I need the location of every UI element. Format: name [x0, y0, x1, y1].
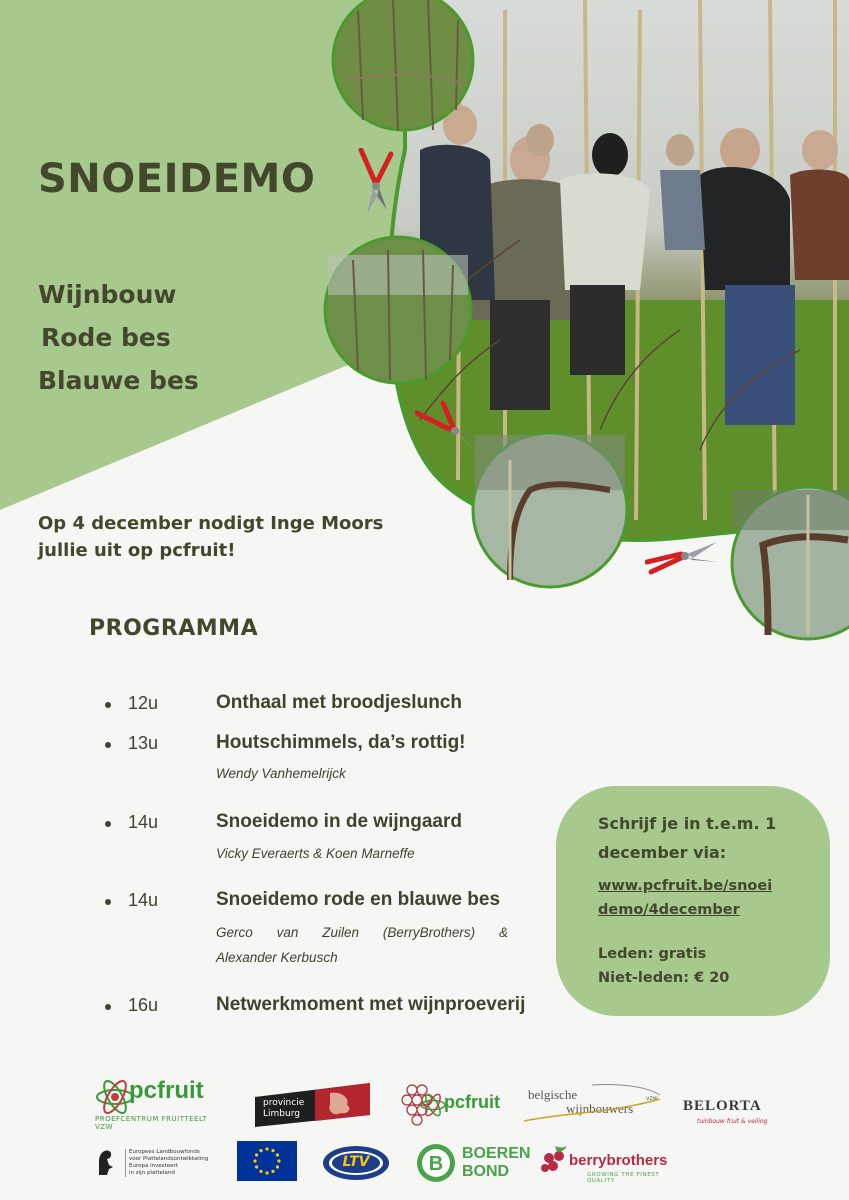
vine-photo-circle-4	[728, 485, 849, 645]
invitation-line-2: jullie uit op pcfruit!	[38, 540, 236, 561]
vine-photo-circle-1	[318, 0, 488, 140]
provincie-text-2: Limburg	[263, 1109, 300, 1119]
invitation-text	[38, 510, 458, 564]
belgische-wijnbouwers-logo	[522, 1083, 662, 1127]
program-time: 16u	[128, 995, 159, 1015]
belorta-subtitle: tuinbouw fruit & veiling	[697, 1118, 768, 1125]
programma-heading: PROGRAMMA	[89, 616, 259, 641]
boerenbond-b-icon	[416, 1143, 456, 1183]
pruning-shears-icon	[415, 395, 485, 460]
program-title: Netwerkmoment met wijnproeverij	[216, 994, 526, 1015]
ltv-wordmark: LTV	[342, 1154, 370, 1170]
bullet-icon	[105, 702, 111, 708]
program-title: Houtschimmels, da’s rottig!	[216, 732, 466, 753]
pcfruit-wordmark: pcfruit	[129, 1077, 204, 1104]
program-title: Onthaal met broodjeslunch	[216, 692, 462, 713]
program-time: 12u	[128, 693, 159, 713]
registration-link[interactable]: www.pcfruit.be/snoei	[598, 878, 773, 894]
belorta-logo	[683, 1098, 773, 1132]
ltv-logo	[322, 1145, 390, 1181]
program-speaker: Wendy Vanhemelrijck	[216, 766, 346, 781]
crop-wijnbouw: Wijnbouw	[38, 280, 177, 309]
boerenbond-logo	[416, 1143, 534, 1185]
berrybrothers-subtitle: GROWING THE FINEST QUALITY	[587, 1172, 660, 1184]
program-title: Snoeidemo rode en blauwe bes	[216, 889, 501, 910]
price-non-members: Niet-leden: € 20	[598, 970, 730, 986]
flanders-lion-icon	[95, 1147, 115, 1177]
price-members: Leden: gratis	[598, 946, 707, 962]
pcfruit-subtitle: PROEFCENTRUM FRUITTEELT VZW	[95, 1115, 208, 1131]
elfpo-divider	[125, 1149, 126, 1177]
program-title: Snoeidemo in de wijngaard	[216, 811, 462, 832]
berry-icon	[537, 1144, 573, 1180]
registration-link-cont[interactable]: demo/4december	[598, 902, 740, 918]
bullet-icon	[105, 742, 111, 748]
program-speaker-2: Alexander Kerbusch	[216, 950, 338, 965]
pruning-shears-icon	[645, 532, 720, 577]
program-speaker: Gerco van Zuilen (BerryBrothers) &	[216, 925, 508, 940]
registration-line-2: december via:	[598, 843, 727, 862]
bwb-vzw: vzw	[646, 1095, 658, 1102]
vine-photo-circle-2	[318, 235, 478, 390]
bullet-icon	[105, 899, 111, 905]
elfpo-logo	[95, 1145, 215, 1185]
boerenbond-text-2: BOND	[462, 1163, 510, 1180]
atom-icon	[420, 1092, 446, 1118]
vine-photo-circle-3	[470, 430, 630, 590]
pcfruit-logo	[95, 1077, 225, 1131]
elfpo-line-3: Europa investeert	[129, 1163, 178, 1169]
brothers-word: brothers	[606, 1152, 668, 1169]
program-time: 14u	[128, 812, 159, 832]
bwb-text-1: belgische	[528, 1087, 578, 1102]
crop-rode-bes: Rode bes	[41, 323, 171, 352]
berry-word: berry	[569, 1152, 607, 1169]
program-time: 14u	[128, 890, 159, 910]
elfpo-text	[129, 1149, 208, 1177]
bwb-text-2: wijnbouwers	[566, 1101, 634, 1116]
belorta-wordmark: BELORTA	[683, 1098, 762, 1114]
bullet-icon	[105, 1004, 111, 1010]
svg-text:B: B	[428, 1153, 444, 1175]
program-speaker: Vicky Everaerts & Koen Marneffe	[216, 846, 415, 861]
elfpo-line-1: Europees Landbouwfonds	[129, 1149, 200, 1155]
crop-blauwe-bes: Blauwe bes	[38, 366, 199, 395]
page-title: SNOEIDEMO	[38, 156, 316, 202]
invitation-line-1: Op 4 december nodigt Inge Moors	[38, 513, 384, 534]
registration-line-1: Schrijf je in t.e.m. 1	[598, 814, 777, 833]
berrybrothers-logo	[537, 1138, 685, 1186]
pcfruit-wordmark-2: pcfruit	[444, 1092, 500, 1112]
boerenbond-text-1: BOEREN	[462, 1145, 531, 1162]
pruning-shears-icon	[353, 148, 398, 218]
program-time: 13u	[128, 733, 159, 753]
pcfruit-grapes-logo	[398, 1078, 508, 1130]
provincie-limburg-logo	[255, 1083, 370, 1127]
eu-flag-icon	[237, 1141, 297, 1181]
provincie-text-1: provincie	[263, 1098, 305, 1108]
elfpo-line-2: voor Plattelandsontwikkeling	[129, 1156, 209, 1162]
berrybrothers-wordmark	[569, 1152, 667, 1169]
bwb-swoosh	[522, 1083, 662, 1127]
elfpo-line-4: in zijn platteland	[129, 1170, 175, 1176]
bullet-icon	[105, 821, 111, 827]
